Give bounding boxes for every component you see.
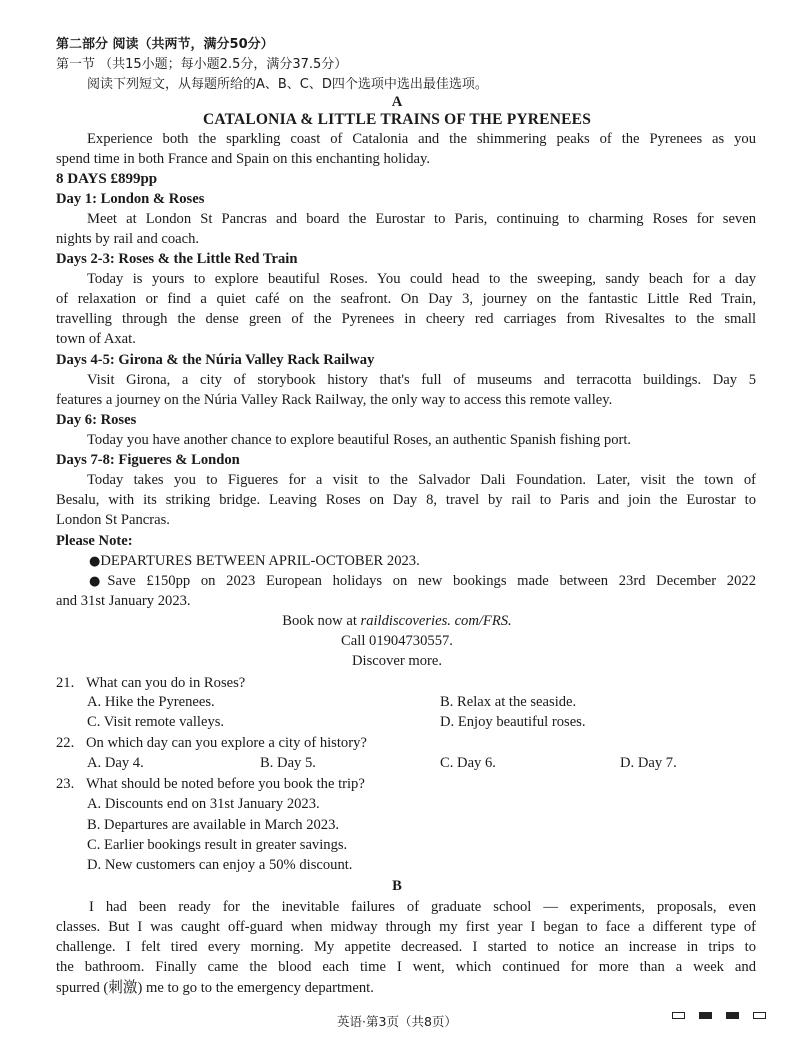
bullet-icon: ● (89, 574, 108, 589)
day-text-line: London St Pancras. (56, 512, 170, 528)
day-heading: Days 2-3: Roses & the Little Red Train (56, 251, 298, 267)
passage-a-title: CATALONIA & LITTLE TRAINS OF THE PYRENEES (202, 111, 592, 128)
question-22: 22. On which day can you explore a city of history? (56, 735, 367, 751)
question-23: 23. What should be noted before you book the trip? (56, 776, 365, 792)
option: A. Day 4. (87, 755, 144, 771)
note-line-1: ●DEPARTURES BETWEEN APRIL-OCTOBER 2023. (89, 553, 420, 569)
option: D. Day 7. (620, 755, 677, 771)
discover-line: Discover more. (352, 653, 442, 669)
day-text-line: features a journey on the Núria Valley Rack Railway, the only way to access this remote valley. (56, 392, 613, 408)
call-line: Call 01904730557. (341, 633, 453, 649)
bullet-icon: ● (89, 554, 101, 569)
empty-mark-icon (753, 1012, 766, 1019)
day-text-line: Today you have another chance to explore beautiful Roses, an authentic Spanish fishing port. (87, 432, 632, 448)
option: C. Visit remote valleys. (87, 714, 225, 730)
day-text-line: Today is yours to explore beautiful Roses. You could head to the sweeping, sandy beach for a day (87, 271, 756, 287)
option: C. Earlier bookings result in greater savings. (87, 837, 348, 853)
booking-line: Book now at raildiscoveries. com/FRS. (282, 613, 512, 629)
day-text-line: of relaxation or find a quiet café on the seafront. On Day 3, journey on the fantastic Little Red Train, (56, 291, 756, 307)
note-heading: Please Note: (56, 533, 133, 549)
day-text-line: town of Axat. (56, 331, 136, 347)
day-text-line: Today takes you to Figueres for a visit to the Salvador Dali Foundation. Later, visit the town of (87, 472, 756, 488)
day-heading: Days 4-5: Girona & the Núria Valley Rack Railway (56, 352, 375, 368)
option: D. Enjoy beautiful roses. (440, 714, 586, 730)
day-heading: Day 1: London & Roses (56, 191, 205, 207)
filled-mark-icon (699, 1012, 712, 1019)
question-21: 21. What can you do in Roses? (56, 675, 246, 691)
option: B. Departures are available in March 2023. (87, 817, 340, 833)
passage-b-line: challenge. I felt tired every morning. My appetite decreased. I started to notice an increase in trips to (56, 939, 756, 955)
day-text-line: travelling through the dense green of the Pyrenees in cheery red carriages from Rivesaltes to the small (56, 311, 756, 327)
passage-b-line: the bathroom. Finally came the blood each time I went, which continued for more than a week and (56, 959, 756, 975)
filled-mark-icon (726, 1012, 739, 1019)
day-text-line: Meet at London St Pancras and board the Eurostar to Paris, continuing to charming Roses for seven (87, 211, 756, 227)
passage-b-line: classes. But I was caught off-guard when midway through my first year I began to face a different type of (56, 919, 756, 935)
option: B. Day 5. (260, 755, 316, 771)
day-text-line: Visit Girona, a city of storybook history that's full of museums and terracotta buildings. Day 5 (87, 372, 756, 388)
note-line-2-cont: and 31st January 2023. (56, 593, 191, 609)
day-text-line: Besalu, with its striking bridge. Leaving Roses on Day 8, travel by rail to Paris and join the Eurostar to (56, 492, 756, 508)
instruction: 阅读下列短文，从每题所给的A、B、C、D四个选项中选出最佳选项。 (87, 77, 488, 92)
option: D. New customers can enjoy a 50% discount. (87, 857, 353, 873)
passage-b-line: spurred (刺激) me to go to the emergency department. (56, 980, 374, 996)
part-heading: 第二部分 阅读（共两节，满分50分） (56, 37, 274, 52)
page-footer: 英语·第3页（共8页） (337, 1014, 457, 1029)
option: A. Hike the Pyrenees. (87, 694, 215, 710)
passage-a-letter: A (391, 94, 403, 110)
day-heading: Days 7-8: Figueres & London (56, 452, 240, 468)
booking-url: raildiscoveries. com/FRS. (360, 613, 512, 629)
price-line: 8 DAYS £899pp (56, 171, 158, 187)
passage-b-line: I had been ready for the inevitable failures of graduate school — experiments, proposals, even (89, 899, 756, 915)
empty-mark-icon (672, 1012, 685, 1019)
registration-marks (672, 1012, 766, 1019)
option: B. Relax at the seaside. (440, 694, 577, 710)
day-text-line: nights by rail and coach. (56, 231, 200, 247)
section-heading: 第一节 （共15小题；每小题2.5分，满分37.5分） (56, 57, 348, 72)
intro-line-2: spend time in both France and Spain on this enchanting holiday. (56, 151, 430, 167)
day-heading: Day 6: Roses (56, 412, 137, 428)
note-line-2: ●Save £150pp on 2023 European holidays on new bookings made between 23rd December 2022 (89, 573, 756, 589)
option: A. Discounts end on 31st January 2023. (87, 796, 320, 812)
passage-b-letter: B (392, 878, 402, 894)
intro-line-1: Experience both the sparkling coast of Catalonia and the shimmering peaks of the Pyrenees as you (87, 131, 756, 147)
option: C. Day 6. (440, 755, 496, 771)
